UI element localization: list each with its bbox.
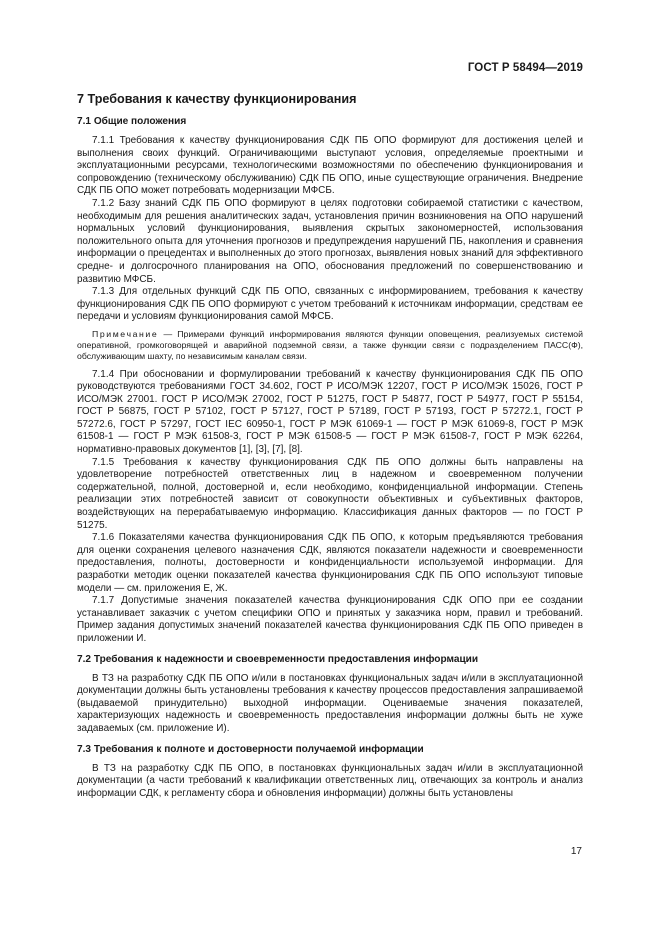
paragraph-7-3: В ТЗ на разработку СДК ПБ ОПО, в постановках функциональных задач и/или в эксплуатационной документации (а части требований к квалификации ответственных лиц, отвечающих за контроль и анализ информации СДК, к регламенту сбора и обновления информации) должны быть установлены [77,762,583,799]
standard-code-header: ГОСТ Р 58494—2019 [467,62,583,74]
paragraph-7-1-4: 7.1.4 При обосновании и формулировании требований к качеству функционирования СДК ПБ ОПО руководствуются требованиями ГОСТ 34.602, ГОСТ Р ИСО/МЭК 12207, ГОСТ Р ИСО/МЭК 15026, ГОСТ Р ИСО/МЭК 27001. ГОСТ Р ИСО/МЭК 27002, ГОСТ Р 51275, ГОСТ Р 54877, ГОСТ Р 54977, ГОСТ Р 55154, ГОСТ Р 56875, ГОСТ Р 57102, ГОСТ Р 57127, ГОСТ Р 57189, ГОСТ Р 57193, ГОСТ Р 57272.1, ГОСТ Р 57272.6, ГОСТ Р 57297, ГОСТ IEC 60950-1, ГОСТ Р МЭК 61069-1 — ГОСТ Р МЭК 61069-8, ГОСТ Р МЭК 61508-1 — ГОСТ Р МЭК 61508-3, ГОСТ Р МЭК 61508-5 — ГОСТ Р МЭК 61508-7, ГОСТ Р МЭК 62264, нормативно-правовых документов [1], [3], [7], [8]. [77,368,583,456]
subsection-7-1-title: 7.1 Общие положения [77,116,187,127]
note-label: Примечание [92,328,159,339]
paragraph-7-2: В ТЗ на разработку СДК ПБ ОПО и/или в постановках функциональных задач и/или в эксплуатационной документации должны быть установлены требования к качеству процессов предоставления запрашиваемой (выдаваемой принудительно) выходной информации. Оцениваемые значения показателей, характеризующих надежность и своевременность предоставления информации должны быть не хуже задаваемых (см. приложение И). [77,672,583,734]
note-paragraph [77,329,583,363]
paragraph-7-1-5: 7.1.5 Требования к качеству функционирования СДК ПБ ОПО должны быть направлены на удовлетворение потребностей ответственных лиц в надежном и своевременном получении содержательной, полной, достоверной и, если необходимо, конфиденциальной информации. Степень реализации этих потребностей зависит от совокупности объективных и субъективных факторов, воздействующих на перерабатываемую информацию. Классификация данных факторов — по ГОСТ Р 51275. [77,456,583,531]
subsection-7-2-title: 7.2 Требования к надежности и своевременности предоставления информации [77,653,479,665]
subsection-7-3-title: 7.3 Требования к полноте и достоверности получаемой информации [77,743,424,755]
paragraph-7-1-7: 7.1.7 Допустимые значения показателей качества функционирования СДК ОПО при ее создании устанавливает заказчик с учетом специфики ОПО и принятых у заказчика норм, правил и требований. Пример задания допустимых значений показателей качества функционирования СДК ПБ ОПО приведен в приложении И. [77,595,583,644]
page-content [77,92,583,800]
paragraph-7-1-3: 7.1.3 Для отдельных функций СДК ПБ ОПО, связанных с информированием, требования к качеству функционирования СДК ПБ ОПО формируют с учетом требований к источникам информации, средствам ее передачи и условиям функционирования самой МФСБ. [77,286,583,323]
section-7-title: 7 Требования к качеству функционирования [77,92,357,106]
note-text: — Примерами функций информирования являются функции оповещения, реализуемых системой оперативной, громкоговорящей и аварийной подземной связи, а также функции связи с подразделением ПАСС(Ф), обслуживающим шахту, по независимым каналам связи. [77,328,583,362]
paragraph-7-1-6: 7.1.6 Показателями качества функционирования СДК ПБ ОПО, к которым предъявляются требования для оценки сохранения целевого назначения СДК, являются показатели надежности и своевременности предоставления, полноты, достоверности и конфиденциальности используемой информации. Для разработки методик оценки показателей качества функционирования СДК ПБ ОПО используют типовые модели — см. приложения Е, Ж. [77,532,583,594]
page-number: 17 [570,846,582,857]
paragraph-7-1-1: 7.1.1 Требования к качеству функционирования СДК ПБ ОПО формируют для достижения целей и выполнения своих функций. Ограничивающими выступают условия, определяемые проектными и эксплуатационными ресурсами, технологическими возможностями по обеспечению функционирования и сопровождению (техническому обслуживанию) СДК ПБ ОПО, иные существующие ограничения. Внедрение СДК ПБ ОПО может потребовать модернизации МФСБ. [77,135,583,197]
paragraph-7-1-2: 7.1.2 Базу знаний СДК ПБ ОПО формируют в целях подготовки собираемой статистики с качеством, необходимым для решения аналитических задач, установления причин возникновения на ОПО нарушений нормальных условий функционирования, выявления скрытых закономерностей, использования положительного опыта для уточнения прогнозов и предупреждения нарушений ПБ, накопления и сравнения информации о прецедентах и выполненных до этого прогнозах, выявления новых знаний для эффективного средне- и долгосрочного планирования на ОПО, обоснования предложений по совершенствованию и развитию МФСБ. [77,197,583,285]
